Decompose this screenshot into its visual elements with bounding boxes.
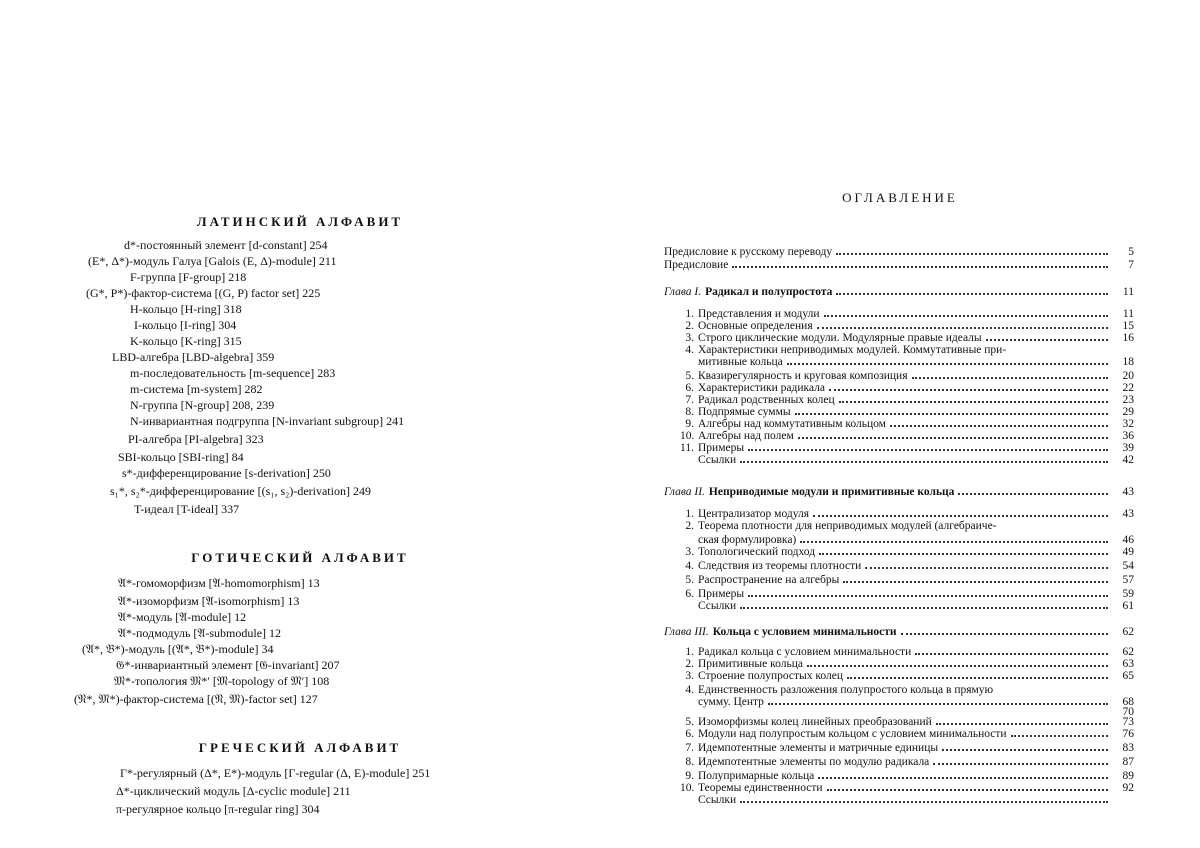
- index-entry: PI-алгебра [PI-algebra] 323: [128, 432, 264, 446]
- toc-row: 9. Алгебры над коммутативным кольцом 32: [685, 418, 1134, 430]
- index-entry: Γ*-регулярный (Δ*, E*)-модуль [Γ-regular (Δ, E)-module] 251: [120, 766, 431, 780]
- toc-row: 2. Основные определения 15: [685, 320, 1134, 332]
- toc-row: [664, 259, 1134, 271]
- toc-page-number: 43: [1122, 486, 1134, 498]
- index-entry: F-группа [F-group] 218: [130, 270, 247, 284]
- toc-row: 70: [1122, 706, 1134, 718]
- index-entry: 𝔐*-топология 𝔐*′ [𝔐-topology of 𝔐′] 108: [114, 674, 330, 688]
- toc-entry-title: Предисловие: [664, 259, 729, 271]
- index-entry: N-группа [N-group] 208, 239: [130, 398, 275, 412]
- toc-row: 6. Примеры 59: [685, 588, 1134, 600]
- toc-row: 9. Полупримарные кольца 89: [685, 770, 1134, 782]
- toc-row: 11. Примеры 39: [680, 442, 1134, 454]
- index-entry: m-последовательность [m-sequence] 283: [130, 366, 336, 380]
- toc-row: митивные кольца 18: [698, 356, 1134, 368]
- chapter-title: Неприводимые модули и примитивные кольца: [708, 486, 955, 498]
- index-entry: SBI-кольцо [SBI-ring] 84: [118, 450, 244, 464]
- toc-heading: ОГЛАВЛЕНИЕ: [842, 190, 958, 205]
- toc-page-number: 7: [1128, 259, 1134, 271]
- toc-row: 3. Строение полупростых колец 65: [685, 670, 1134, 682]
- index-entry: Δ*-циклический модуль [Δ-cyclic module] 211: [116, 784, 351, 798]
- index-entry: H-кольцо [H-ring] 318: [130, 302, 242, 316]
- chapter-title: Радикал и полупростота: [705, 286, 833, 298]
- toc-row: 5. Изоморфизмы колец линейных преобразований 73: [685, 716, 1134, 728]
- toc-row: 1. Представления и модули 11: [685, 308, 1134, 320]
- index-entry: 𝔄*-гомоморфизм [𝔄-homomorphism] 13: [118, 576, 320, 590]
- index-entry: 𝔄*-модуль [𝔄-module] 12: [118, 610, 247, 624]
- toc-row-first-line: 2. Теорема плотности для неприводимых модулей (алгебраиче-: [685, 520, 997, 532]
- latin-alphabet-title: ЛАТИНСКИЙ АЛФАВИТ: [196, 214, 404, 229]
- toc-row: Ссылки 61: [698, 600, 1134, 612]
- index-entry: (G*, P*)-фактор-система [(G, P) factor set] 225: [86, 286, 321, 300]
- index-entry: π-регулярное кольцо [π-regular ring] 304: [116, 802, 320, 816]
- toc-page-number: 5: [1128, 246, 1134, 258]
- index-entry: s₁*, s₂*-дифференцирование [(s₁, s₂)-derivation] 249: [110, 484, 371, 498]
- toc-entry-title: Предисловие к русскому переводу: [664, 246, 833, 258]
- index-entry: LBD-алгебра [LBD-algebra] 359: [112, 350, 275, 364]
- toc-row-first-line: 4. Характеристики неприводимых модулей. Коммутативные при-: [685, 344, 1007, 356]
- toc-row: 10. Теоремы единственности 92: [680, 782, 1134, 794]
- toc-row: 1. Радикал кольца с условием минимальности 62: [685, 646, 1134, 658]
- chapter-label: Глава II.: [664, 486, 705, 498]
- toc-chapter-row: [664, 286, 1134, 298]
- index-entry: N-инвариантная подгруппа [N-invariant subgroup] 241: [130, 414, 405, 428]
- index-entry: (𝔑*, 𝔐*)-фактор-система [(𝔑, 𝔐)-factor set] 127: [74, 692, 318, 706]
- index-entry: s*-дифференцирование [s-derivation] 250: [122, 466, 331, 480]
- toc-row: 3. Строго циклические модули. Модулярные правые идеалы 16: [685, 332, 1134, 344]
- index-entry: (E*, Δ*)-модуль Галуа [Galois (E, Δ)-module] 211: [88, 254, 337, 268]
- toc-row: сумму. Центр 68: [698, 696, 1134, 708]
- toc-row: 5. Распространение на алгебры 57: [685, 574, 1134, 586]
- toc-row: 1. Централизатор модуля 43: [685, 508, 1134, 520]
- toc-row: 7. Радикал родственных колец 23: [685, 394, 1134, 406]
- toc-row: 6. Модули над полупростым кольцом с условием минимальности 76: [685, 728, 1134, 740]
- toc-row: 8. Подпрямые суммы 29: [685, 406, 1134, 418]
- index-entry: 𝔄*-подмодуль [𝔄-submodule] 12: [118, 626, 282, 640]
- toc-page-number: 62: [1122, 626, 1134, 638]
- index-entry: m-система [m-system] 282: [130, 382, 263, 396]
- toc-chapter-row: [664, 626, 1134, 638]
- toc-row: ская формулировка) 46: [698, 534, 1134, 546]
- toc-row: 5. Квазирегулярность и круговая композиция 20: [685, 370, 1134, 382]
- toc-page-number: 11: [1122, 286, 1134, 298]
- toc-row: [664, 246, 1134, 258]
- toc-row-first-line: 4. Единственность разложения полупростого кольца в прямую: [685, 684, 994, 696]
- gothic-alphabet-title: ГОТИЧЕСКИЙ АЛФАВИТ: [191, 550, 409, 565]
- toc-row: 4. Следствия из теоремы плотности 54: [685, 560, 1134, 572]
- toc-row: 6. Характеристики радикала 22: [685, 382, 1134, 394]
- toc-chapter-row: [664, 486, 1134, 498]
- right-page: [600, 0, 1200, 848]
- index-entry: (𝔄*, 𝔅*)-модуль [(𝔄*, 𝔅*)-module] 34: [82, 642, 274, 656]
- toc-row: Ссылки 42: [698, 454, 1134, 466]
- toc-row: 7. Идемпотентные элементы и матричные единицы 83: [685, 742, 1134, 754]
- chapter-label: Глава III.: [664, 626, 709, 638]
- index-entry: K-кольцо [K-ring] 315: [130, 334, 242, 348]
- index-entry: T-идеал [T-ideal] 337: [134, 502, 240, 516]
- index-entry: d*-постоянный элемент [d-constant] 254: [124, 238, 328, 252]
- greek-alphabet-title: ГРЕЧЕСКИЙ АЛФАВИТ: [198, 740, 402, 755]
- index-entry: 𝔊*-инвариантный элемент [𝔊-invariant] 207: [116, 658, 340, 672]
- toc-row: Ссылки: [680, 794, 1134, 806]
- table-of-contents: [600, 0, 1200, 848]
- chapter-label: Глава I.: [664, 286, 702, 298]
- index-entry: 𝔄*-изоморфизм [𝔄-isomorphism] 13: [118, 594, 300, 608]
- toc-row: 10. Алгебры над полем 36: [680, 430, 1134, 442]
- toc-row: 8. Идемпотентные элементы по модулю радикала 87: [685, 756, 1134, 768]
- chapter-title: Кольца с условием минимальности: [712, 626, 897, 638]
- toc-row: 2. Примитивные кольца 63: [685, 658, 1134, 670]
- toc-row: 3. Топологический подход 49: [685, 546, 1134, 558]
- index-entry: I-кольцо [I-ring] 304: [134, 318, 237, 332]
